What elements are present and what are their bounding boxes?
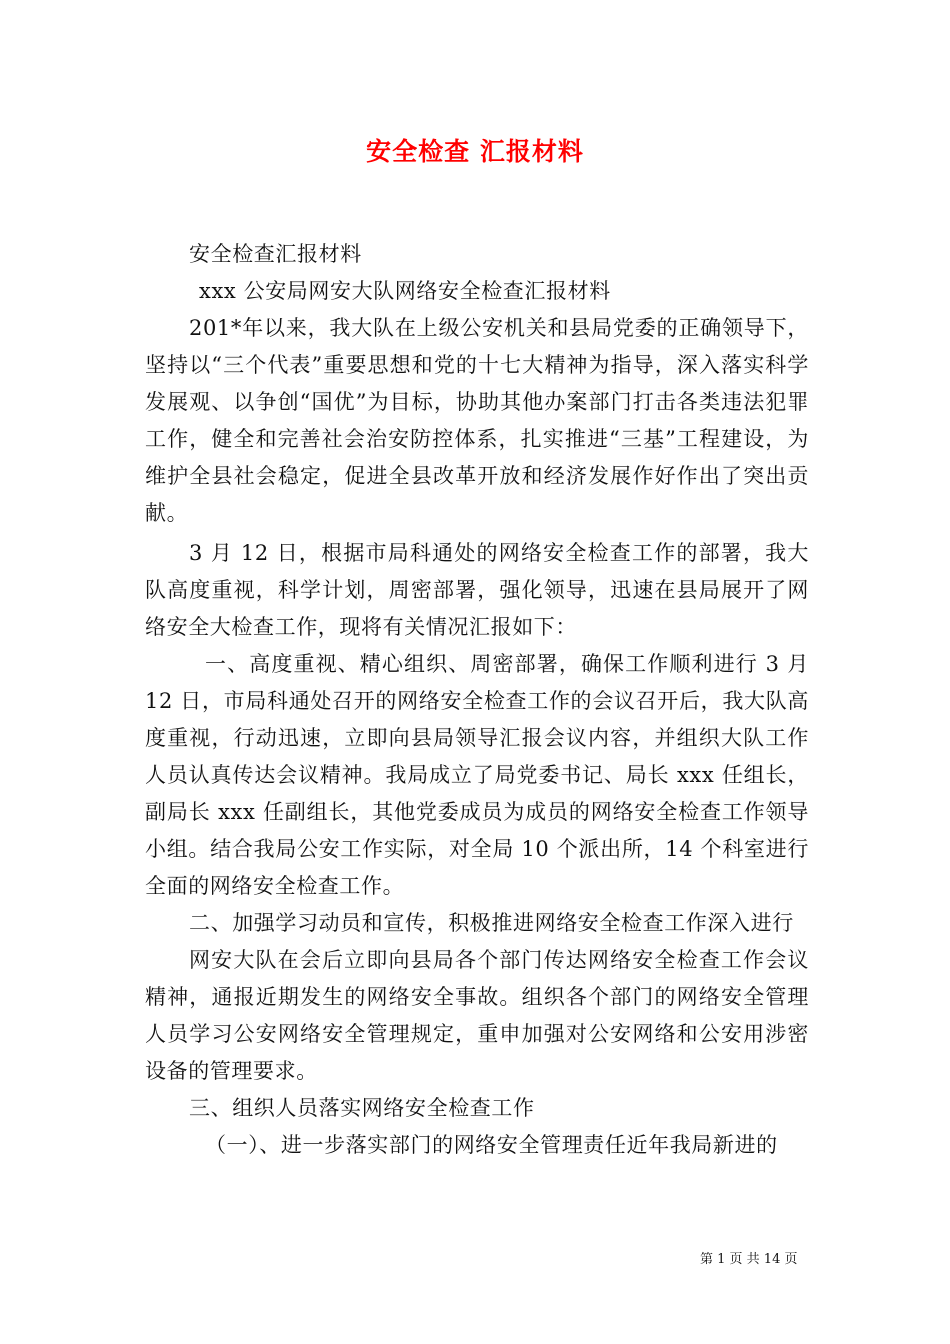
subsection-paragraph: （一）、进一步落实部门的网络安全管理责任近年我局新进的 [205, 1133, 778, 1157]
paragraph: 201*年以来，我大队在上级公安机关和县局党委的正确领导下，坚持以“三个代表”重要思想和党的十七大精神为指导，深入落实科学发展观、以争创“国优”为目标，协助其他办案部门打击各类违法犯罪工作，健全和完善社会治安防控体系，扎实推进“三基”工程建设，为维护全县社会稳定，促进全县改革开放和经济发展作好作出了突出贡献。 [145, 316, 809, 525]
paragraph: 网安大队在会后立即向县局各个部门传达网络安全检查工作会议精神，通报近期发生的网络安全事故。组织各个部门的网络安全管理人员学习公安网络安全管理规定，重申加强对公安网络和公安用涉密设备的管理要求。 [145, 948, 809, 1083]
section-two-heading: 二、加强学习动员和宣传，积极推进网络安全检查工作深入进行 [189, 911, 794, 935]
document-subtitle: xxx 公安局网安大队网络安全检查汇报材料 [199, 279, 611, 303]
section-one-paragraph: 一、高度重视、精心组织、周密部署，确保工作顺利进行 3 月 12 日，市局科通处召开的网络安全检查工作的会议召开后，我大队高度重视，行动迅速，立即向县局领导汇报会议内容，并组织大队工作人员认真传达会议精神。我局成立了局党委书记、局长 xxx 任组长，副局长 xxx 任副组长，其他党委成员为成员的网络安全检查工作领导小组。结合我局公安工作实际，对全局 10 个派出所，14 个科室进行全面的网络安全检查工作。 [145, 652, 809, 898]
paragraph: 3 月 12 日，根据市局科通处的网络安全检查工作的部署，我大队高度重视，科学计划，周密部署，强化领导，迅速在县局展开了网络安全大检查工作，现将有关情况汇报如下： [145, 541, 809, 639]
document-title: 安全检查 汇报材料 [366, 137, 584, 166]
document-heading: 安全检查汇报材料 [189, 242, 362, 266]
section-three-heading: 三、组织人员落实网络安全检查工作 [189, 1096, 535, 1120]
document-body [145, 236, 809, 1164]
page-number: 第 1 页 共 14 页 [700, 1252, 798, 1267]
